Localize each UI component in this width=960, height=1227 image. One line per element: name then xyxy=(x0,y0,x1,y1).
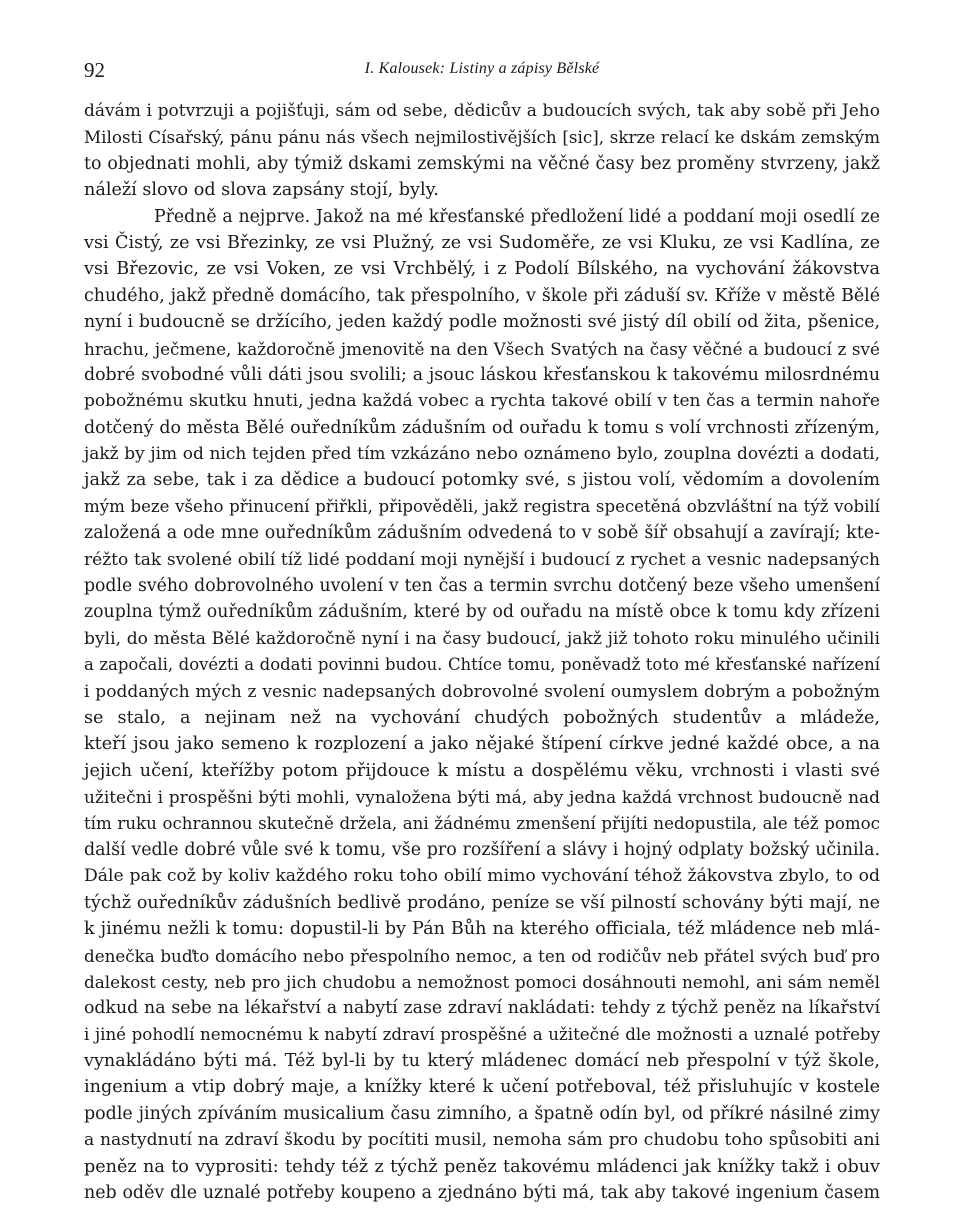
text-line: chudého, jakž předně domácího, tak přespolního, v škole při záduší sv. Kříže v městě Bělé xyxy=(84,285,880,306)
text-line: jakž by jim od nich tejden před tím vzkázáno nebo oznámeno bylo, zouplna dovézti a dodati, xyxy=(84,444,880,465)
text-line: Dále pak což by koliv každého roku toho obilí mimo vychování téhož žákovstva zbylo, to od xyxy=(84,866,880,887)
text-line: hrachu, ječmene, každoročně jmenovitě na den Všech Svatých na časy věčné a budoucí z své xyxy=(84,338,880,359)
text-line: peněz na to vyprositi: tehdy též z týchž peněz takovému mládenci jak knížky takž i obuv xyxy=(84,1156,880,1177)
text-line: tím ruku ochrannou skutečně držela, ani žádnému zmenšení přijíti nedopustila, ale též pomoc xyxy=(84,813,880,833)
text-line: dotčený do města Bělé ouředníkům zádušním od ouřadu k tomu s volí vrchnosti zřízeným, xyxy=(84,417,880,438)
text-line: podle svého dobrovolného uvolení v ten čas a termin svrchu dotčený beze všeho umenšení xyxy=(84,576,880,597)
text-line: neb oděv dle uznalé potřeby koupeno a zjednáno býti má, tak aby takové ingenium časem xyxy=(84,1183,880,1204)
text-line: i jiné pohodlí nemocnému k nabytí zdraví prospěšné a užitečné dle možnosti a uznalé potřeby xyxy=(84,1024,880,1044)
text-line: i poddaných mých z vesnic nadepsaných dobrovolné svolení oumyslem dobrým a pobožným xyxy=(84,681,880,702)
text-line: vsi Čistý, ze vsi Březinky, ze vsi Plužný, ze vsi Sudoměře, ze vsi Kluku, ze vsi Kadlína, ze xyxy=(84,232,880,253)
text-line: dobré svobodné vůli dáti jsou svolili; a jsouc láskou křesťanskou k takovému milosrdnému xyxy=(84,364,880,385)
text-line: založená a ode mne ouředníkům zádušním odvedená to v sobě šíř obsahují a zavírají; kte- xyxy=(84,523,880,544)
text-line: vsi Březovic, ze vsi Voken, ze vsi Vrchbělý, i z Podolí Bílského, na vychování žákovstva xyxy=(84,259,880,280)
text-line: a započali, dovézti a dodati povinni budou. Chtíce tomu, poněvadž toto mé křesťanské nařízení xyxy=(84,655,880,675)
text-line: dalekost cesty, neb pro jich chudobu a nemožnost pomoci dosáhnouti nemohl, ani sám neměl xyxy=(84,971,880,992)
page-number: 92 xyxy=(84,58,105,82)
text-line: k jinému nežli k tomu: dopustil-li by Pán Bůh na kterého officiala, též mládence neb mlá- xyxy=(84,919,880,940)
text-line: zouplna týmž ouředníkům zádušním, které by od ouřadu na místě obce k tomu kdy zřízeni xyxy=(84,602,880,623)
text-line: pobožnému skutku hnuti, jedna každá vobec a rychta takové obilí v ten čas a termin nahoře xyxy=(84,391,880,412)
text-line: réžto tak svolené obilí tíž lidé poddaní moji nynější i budoucí z rychet a vesnic nadepsaných xyxy=(84,549,880,570)
text-line: dávám i potvrzuji a pojišťuji, sám od sebe, dědicův a budoucích svých, tak aby sobě při Jeho xyxy=(84,101,880,121)
text-line: mým beze všeho přinucení přiřkli, připověděli, jakž registra specetěná obzvláštní na týž vobilí xyxy=(84,496,880,516)
text-line: další vedle dobré vůle své k tomu, vše pro rozšíření a slávy i hojný odplaty božský učinila. xyxy=(84,839,880,860)
text-line: jejich učení, kteřížby potom přijdouce k místu a dospělému věku, vrchnosti i vlasti své xyxy=(84,760,880,781)
text-line: nyní i budoucně se držícího, jeden každý podle možnosti své jistý díl obilí od žita, pšenice, xyxy=(84,312,880,333)
text-line: denečka buďto domácího nebo přespolního nemoc, a ten od rodičův neb přátel svých buď pro xyxy=(84,945,880,966)
text-line: a nastydnutí na zdraví škodu by pocítiti musil, nemoha sám pro chudobu toho spůsobiti ani xyxy=(84,1130,880,1151)
text-line: se stalo, a nejinam než na vychování chudých pobožných studentův a mládeže, xyxy=(84,707,880,728)
text-line: náleží slovo od slova zapsány stojí, byly. xyxy=(84,180,439,201)
text-line: odkud na sebe na lékařství a nabytí zase zdraví nakládati: tehdy z týchž peněz na líkařství xyxy=(84,998,880,1019)
text-line: kteří jsou jako semeno k rozplození a jako nějaké štípení církve jedné každé obce, a na xyxy=(84,734,880,755)
text-line: vynakládáno býti má. Též byl-li by tu který mládenec domácí neb přespolní v týž škole, xyxy=(84,1051,880,1072)
text-line: ingenium a vtip dobrý maje, a knížky které k učení potřeboval, též přisluhujíc v kostele xyxy=(84,1077,880,1098)
running-head: I. Kalousek: Listiny a zápisy Bělské xyxy=(364,60,600,77)
body-text xyxy=(84,98,880,1206)
text-line: byli, do města Bělé každoročně nyní i na časy budoucí, jakž již tohoto roku minulého učinili xyxy=(84,628,880,649)
text-line: Předně a nejprve. Jakož na mé křesťanské předložení lidé a poddaní moji osedlí ze xyxy=(154,206,880,227)
text-line: užitečni i prospěšni býti mohli, vynaložena býti má, aby jedna každá vrchnost budoucně nad xyxy=(84,787,880,808)
text-line: podle jiných zpíváním musicalium času zimního, a špatně odín byl, od příkré násilné zimy xyxy=(84,1103,880,1124)
text-line: týchž ouředníkův zádušních bedlivě prodáno, peníze se vší pilností schovány býti mají, ne xyxy=(84,892,880,913)
text-line: to objednati mohli, aby týmiž dskami zemskými na věčné časy bez proměny stvrzeny, jakž xyxy=(84,153,880,174)
text-line: Milosti Císařský, pánu pánu nás všech nejmilostivějších [sic], skrze relací ke dskám zemským xyxy=(84,127,880,148)
page-header xyxy=(84,58,880,88)
text-line: jakž za sebe, tak i za dědice a budoucí potomky své, s jistou volí, vědomím a dovolením xyxy=(84,470,880,491)
